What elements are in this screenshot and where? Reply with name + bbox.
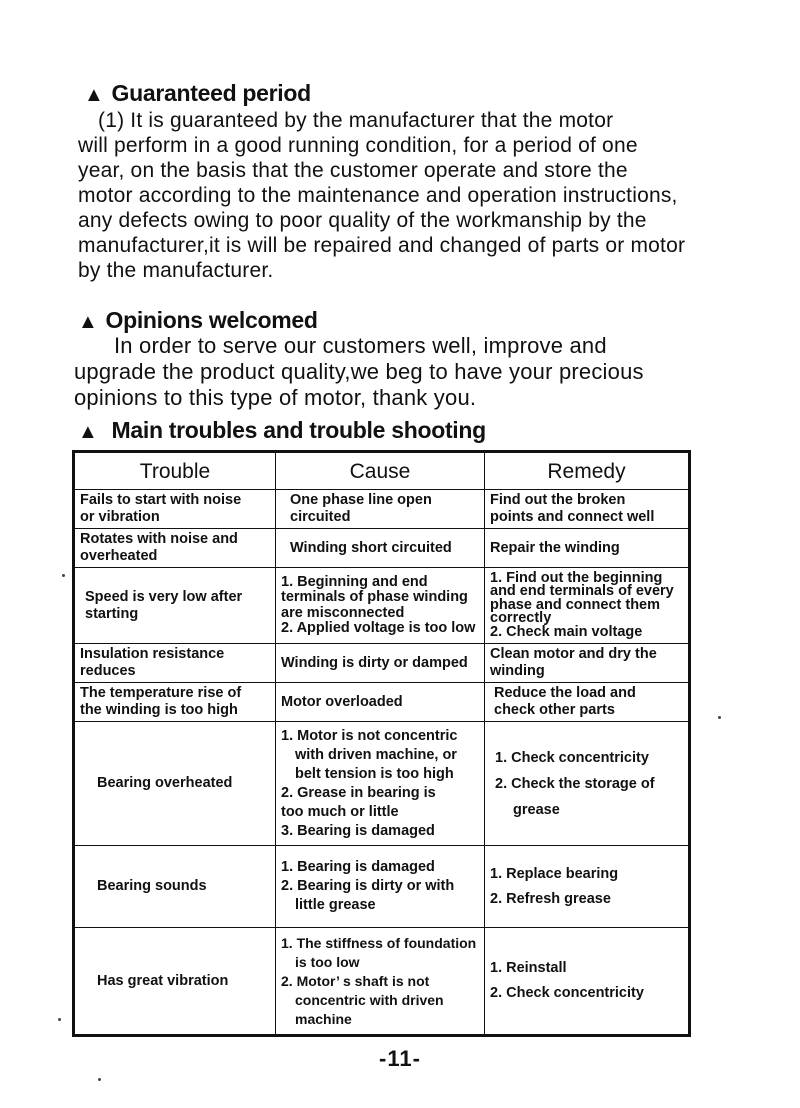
- page-number: -11-: [379, 1046, 421, 1071]
- cell-line: correctly: [490, 610, 552, 627]
- table-row: [74, 568, 690, 644]
- cell-line: Find out the broken: [490, 492, 626, 508]
- cell-line: grease: [513, 801, 560, 818]
- cause-cell: [276, 529, 485, 568]
- triangle-bullet-icon: ▲: [78, 421, 98, 443]
- cell-line: belt tension is too high: [295, 765, 454, 782]
- remedy-cell: [485, 683, 690, 722]
- cell-line: terminals of phase winding: [281, 589, 468, 605]
- opinions-paragraph: [74, 333, 774, 411]
- table-row: [74, 928, 690, 1036]
- table-header-row: [74, 452, 690, 490]
- table-row: [74, 529, 690, 568]
- cell-line: 3. Bearing is damaged: [281, 822, 435, 839]
- cause-cell: [276, 568, 485, 644]
- cell-line: 1. Motor is not concentric: [281, 727, 458, 744]
- text-line: year, on the basis that the customer operate and store the: [78, 159, 628, 182]
- cell-line: 2. Applied voltage is too low: [281, 620, 476, 636]
- trouble-cell: [74, 846, 276, 928]
- cell-line: Fails to start with noise: [80, 492, 242, 508]
- cell-line: Speed is very low after: [85, 588, 243, 605]
- scan-speck: [62, 574, 65, 577]
- cell-line: circuited: [290, 509, 351, 525]
- remedy-cell: [485, 490, 690, 529]
- cell-line: winding: [490, 663, 545, 679]
- trouble-cell: [74, 722, 276, 846]
- cell-line: 1. Reinstall: [490, 960, 567, 976]
- cell-line: machine: [295, 1010, 352, 1027]
- cell-line: 1. Check concentricity: [495, 749, 649, 766]
- cell-line: 2. Check concentricity: [490, 985, 644, 1001]
- remedy-cell: [485, 568, 690, 644]
- remedy-cell: [485, 846, 690, 928]
- troubles-table: [72, 450, 691, 1037]
- text-line: (1) It is guaranteed by the manufacturer that the motor: [98, 109, 614, 132]
- cause-cell: [276, 928, 485, 1036]
- cell-line: check other parts: [494, 702, 615, 718]
- table-row: [74, 846, 690, 928]
- table-row: [74, 644, 690, 683]
- cause-cell: [276, 644, 485, 683]
- table-row: [74, 490, 690, 529]
- cell-line: 1. Find out the beginning: [490, 569, 663, 586]
- cell-line: or vibration: [80, 509, 160, 525]
- heading-main-troubles: [78, 417, 486, 444]
- text-line: In order to serve our customers well, improve and: [114, 333, 607, 358]
- cell-line: points and connect well: [490, 509, 655, 525]
- cell-line: Bearing sounds: [97, 878, 207, 894]
- cell-line: 1. Bearing is damaged: [281, 859, 435, 875]
- heading-text: Guaranteed period: [111, 80, 311, 106]
- cell-line: One phase line open: [290, 492, 432, 508]
- remedy-cell: [485, 529, 690, 568]
- cause-cell: [276, 846, 485, 928]
- trouble-cell: [74, 490, 276, 529]
- heading-text: Main troubles and trouble shooting: [111, 417, 486, 443]
- cell-line: too much or little: [281, 803, 399, 820]
- trouble-cell: [74, 928, 276, 1036]
- cause-cell: [276, 722, 485, 846]
- cell-line: Bearing overheated: [97, 775, 233, 791]
- cell-line: Insulation resistance: [80, 646, 225, 662]
- text-line: upgrade the product quality,we beg to have your precious: [74, 359, 644, 384]
- cell-line: 2. Check the storage of: [495, 775, 655, 792]
- cell-line: The temperature rise of: [80, 685, 242, 701]
- table-row: [74, 683, 690, 722]
- cell-line: starting: [85, 605, 139, 622]
- cell-line: 2. Check main voltage: [490, 623, 643, 640]
- cell-line: phase and connect them: [490, 596, 661, 613]
- triangle-bullet-icon: ▲: [84, 84, 104, 106]
- text-line: motor according to the maintenance and operation instructions,: [78, 184, 678, 207]
- cell-line: 2. Bearing is dirty or with: [281, 878, 455, 894]
- text-line: manufacturer,it is will be repaired and changed of parts or motor: [78, 234, 686, 257]
- trouble-cell: [74, 568, 276, 644]
- text-line: opinions to this type of motor, thank you.: [74, 385, 477, 410]
- scan-speck: [98, 1078, 101, 1081]
- cause-cell: [276, 683, 485, 722]
- scan-speck: [58, 1018, 61, 1021]
- cell-line: Motor overloaded: [281, 693, 403, 710]
- cell-line: little grease: [295, 897, 376, 913]
- cell-line: the winding is too high: [80, 702, 238, 718]
- text-line: by the manufacturer.: [78, 259, 274, 282]
- cell-line: concentric with driven: [295, 991, 444, 1008]
- cell-line: overheated: [80, 548, 158, 564]
- triangle-bullet-icon: ▲: [78, 311, 98, 333]
- cell-line: Reduce the load and: [494, 685, 636, 701]
- cell-line: are misconnected: [281, 604, 405, 621]
- cause-cell: [276, 490, 485, 529]
- cell-line: is too low: [295, 953, 360, 970]
- trouble-cell: [74, 644, 276, 683]
- column-header-cause: Cause: [276, 452, 485, 490]
- cell-line: Clean motor and dry the: [490, 646, 657, 662]
- cell-line: Winding short circuited: [290, 539, 452, 556]
- cell-line: 2. Motor’ s shaft is not: [281, 972, 430, 989]
- remedy-cell: [485, 644, 690, 683]
- trouble-cell: [74, 683, 276, 722]
- cell-line: with driven machine, or: [295, 746, 457, 763]
- scan-speck: [718, 716, 721, 719]
- text-line: will perform in a good running condition, for a period of one: [78, 134, 638, 157]
- cell-line: and end terminals of every: [490, 583, 674, 600]
- cell-line: Rotates with noise and: [80, 531, 238, 547]
- cell-line: 1. Beginning and end: [281, 573, 428, 590]
- cell-line: 2. Grease in bearing is: [281, 784, 436, 801]
- text-line: any defects owing to poor quality of the workmanship by the: [78, 209, 647, 232]
- trouble-cell: [74, 529, 276, 568]
- remedy-cell: [485, 928, 690, 1036]
- cell-line: Repair the winding: [490, 539, 620, 556]
- cell-line: reduces: [80, 663, 136, 679]
- heading-guaranteed-period: [84, 80, 311, 107]
- cell-line: 2. Refresh grease: [490, 890, 611, 907]
- cell-line: 1. Replace bearing: [490, 865, 619, 882]
- cell-line: Has great vibration: [97, 972, 229, 989]
- heading-text: Opinions welcomed: [105, 307, 318, 333]
- heading-opinions-welcomed: [78, 307, 318, 334]
- table-row: [74, 722, 690, 846]
- remedy-cell: [485, 722, 690, 846]
- cell-line: Winding is dirty or damped: [281, 654, 468, 671]
- cell-line: 1. The stiffness of foundation: [281, 934, 477, 951]
- guarantee-paragraph: [78, 108, 758, 283]
- column-header-trouble: Trouble: [74, 452, 276, 490]
- column-header-remedy: Remedy: [485, 452, 690, 490]
